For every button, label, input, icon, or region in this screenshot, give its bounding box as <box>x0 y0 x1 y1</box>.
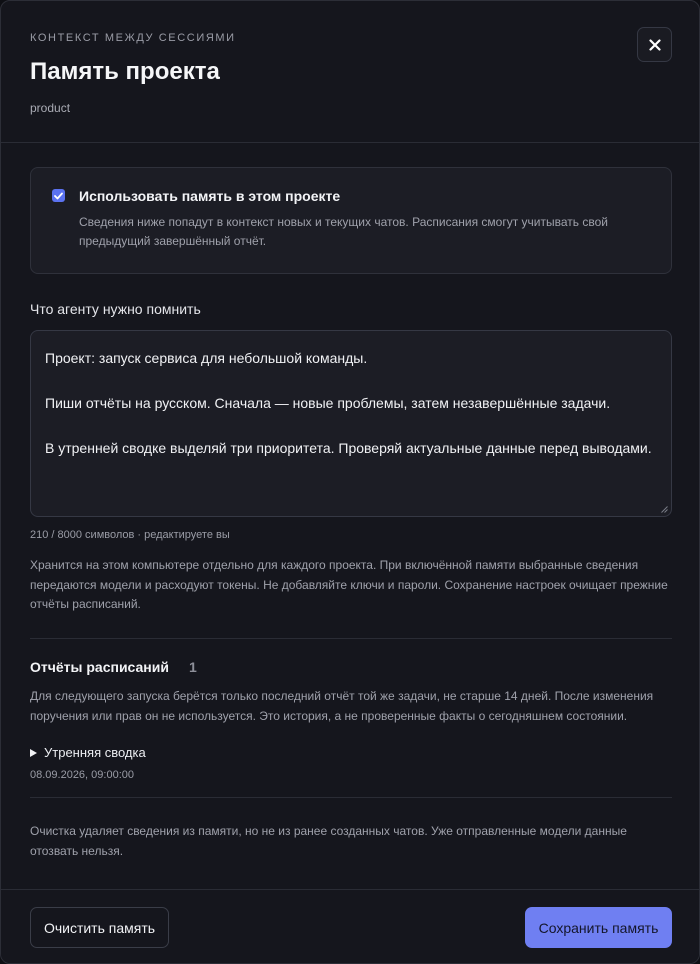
memory-text-line: Проект: запуск сервиса для небольшой команды. <box>45 350 368 366</box>
report-name: Утренняя сводка <box>44 745 146 760</box>
storage-note: Хранится на этом компьютере отдельно для каждого проекта. При включённой памяти выбранные сведения передаются модели и расходуют токены. Не добавляйте ключи и пароли. Сохранение настроек очищает прежние отчёты расписаний. <box>30 558 668 611</box>
reports-section-title: Отчёты расписаний <box>30 659 169 675</box>
clear-note: Очистка удаляет сведения из памяти, но не из ранее созданных чатов. Уже отправленные модели данные отозвать нельзя. <box>30 824 627 858</box>
memory-textarea[interactable] <box>30 330 672 517</box>
project-name: product <box>30 101 71 115</box>
reports-description: Для следующего запуска берётся только последний отчёт той же задачи, не старше 14 дней. После изменения поручения или прав он не используется. Это история, а не проверенные факты о сегодняшнем состоянии. <box>30 689 654 723</box>
report-date: 08.09.2026, 09:00:00 <box>30 769 134 781</box>
close-button[interactable] <box>637 27 672 62</box>
memory-enabled-checkbox[interactable] <box>52 189 65 202</box>
memory-field-label: Что агенту нужно помнить <box>30 301 201 317</box>
reports-count-badge: 1 <box>189 659 197 675</box>
memory-text-line: В утренней сводке выделяй три приоритета. Проверяй актуальные данные перед выводами. <box>45 440 652 456</box>
disclosure-triangle-icon <box>30 749 37 757</box>
page-title: Память проекта <box>30 58 220 85</box>
divider <box>30 638 672 639</box>
memory-toggle-card <box>30 167 672 274</box>
memory-toggle-description: Сведения ниже попадут в контекст новых и текущих чатов. Расписания смогут учитывать свой предыдущий завершённый отчёт. <box>79 215 608 248</box>
memory-text-line: Пиши отчёты на русском. Сначала — новые проблемы, затем незавершённые задачи. <box>45 395 611 411</box>
clear-memory-button[interactable]: Очистить память <box>30 907 169 948</box>
divider <box>30 797 672 798</box>
resize-handle-icon[interactable] <box>661 506 668 513</box>
character-counter: 210 / 8000 символов · редактируете вы <box>30 529 230 541</box>
memory-toggle-label[interactable]: Использовать память в этом проекте <box>79 188 341 204</box>
save-memory-button[interactable]: Сохранить память <box>525 907 672 948</box>
dialog-footer <box>1 889 700 964</box>
checkmark-icon <box>54 192 63 200</box>
report-item-morning-summary[interactable] <box>30 745 146 760</box>
close-icon <box>649 39 661 51</box>
dialog-header <box>1 1 700 143</box>
dialog-body <box>1 144 700 889</box>
eyebrow-label: КОНТЕКСТ МЕЖДУ СЕССИЯМИ <box>30 32 236 44</box>
